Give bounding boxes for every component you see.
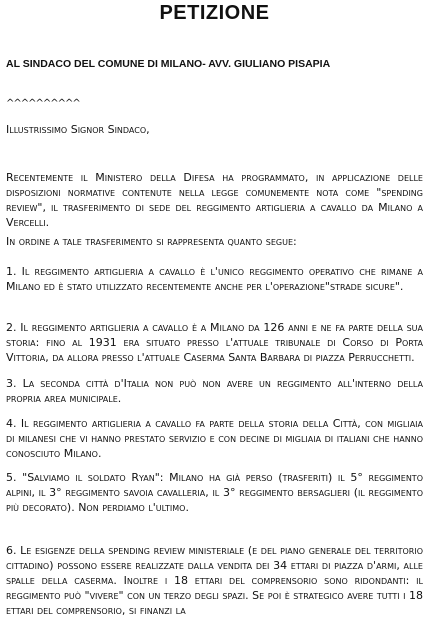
greeting: Illustrissimo Signor Sindaco, <box>6 123 150 136</box>
point-2: 2. Il reggimento artiglieria a cavallo è a Milano da 126 anni e ne fa parte della sua storia: fino al 1931 era situato presso l'attuale tribunale di Corso di Porta Vittoria, da allora presso l'attuale Caserma Santa Barbara di piazza Perrucchetti. <box>6 321 423 364</box>
order-line: In ordine a tale trasferimento si rappresenta quanto segue: <box>6 235 297 248</box>
point-3: 3. La seconda città d'Italia non può non avere un reggimento all'interno della propria area municipale. <box>6 377 423 405</box>
separator-line: ^^^^^^^^^^ <box>6 98 80 109</box>
document-title: PETIZIONE <box>159 2 270 24</box>
point-5: 5. "Salviamo il soldato Ryan": Milano ha già perso (trasferiti) il 5° reggimento alpini, il 3° reggimento savoia cavalleria, il 3° reggimento bersaglieri (il reggimento più decorato). Non perdiamo l'ultimo. <box>6 471 423 514</box>
point-4: 4. Il reggimento artiglieria a cavallo fa parte della storia della Città, con migliaia di milanesi che vi hanno prestato servizio e con decine di migliaia di italiani che hanno conosciuto Milano. <box>6 417 423 460</box>
intro-paragraph: Recentemente il Ministero della Difesa ha programmato, in applicazione delle disposizioni normative contenute nella legge comunemente nota come "spending review", il trasferimento di sede del reggimento artiglieria a cavallo da Milano a Vercelli. <box>6 171 423 229</box>
point-6: 6. Le esigenze della spending review ministeriale (e del piano generale del territorio cittadino) possono essere realizzate dalla vendita dei 34 ettari di piazza d'armi, alle spalle della caserma. Inoltre i 18 ettari del comprensorio sono ridondanti: il reggimento può "vivere" con un terzo degli spazi. Se poi è strategico avere tutti i 18 ettari del comprensorio, si finanzi la <box>6 544 424 617</box>
point-1: 1. Il reggimento artiglieria a cavallo è l'unico reggimento operativo che rimane a Milano ed è stato utilizzato recentemente anche per l'operazione"strade sicure". <box>6 265 423 293</box>
addressee-line: AL SINDACO DEL COMUNE DI MILANO- AVV. GIULIANO PISAPIA <box>6 58 331 70</box>
